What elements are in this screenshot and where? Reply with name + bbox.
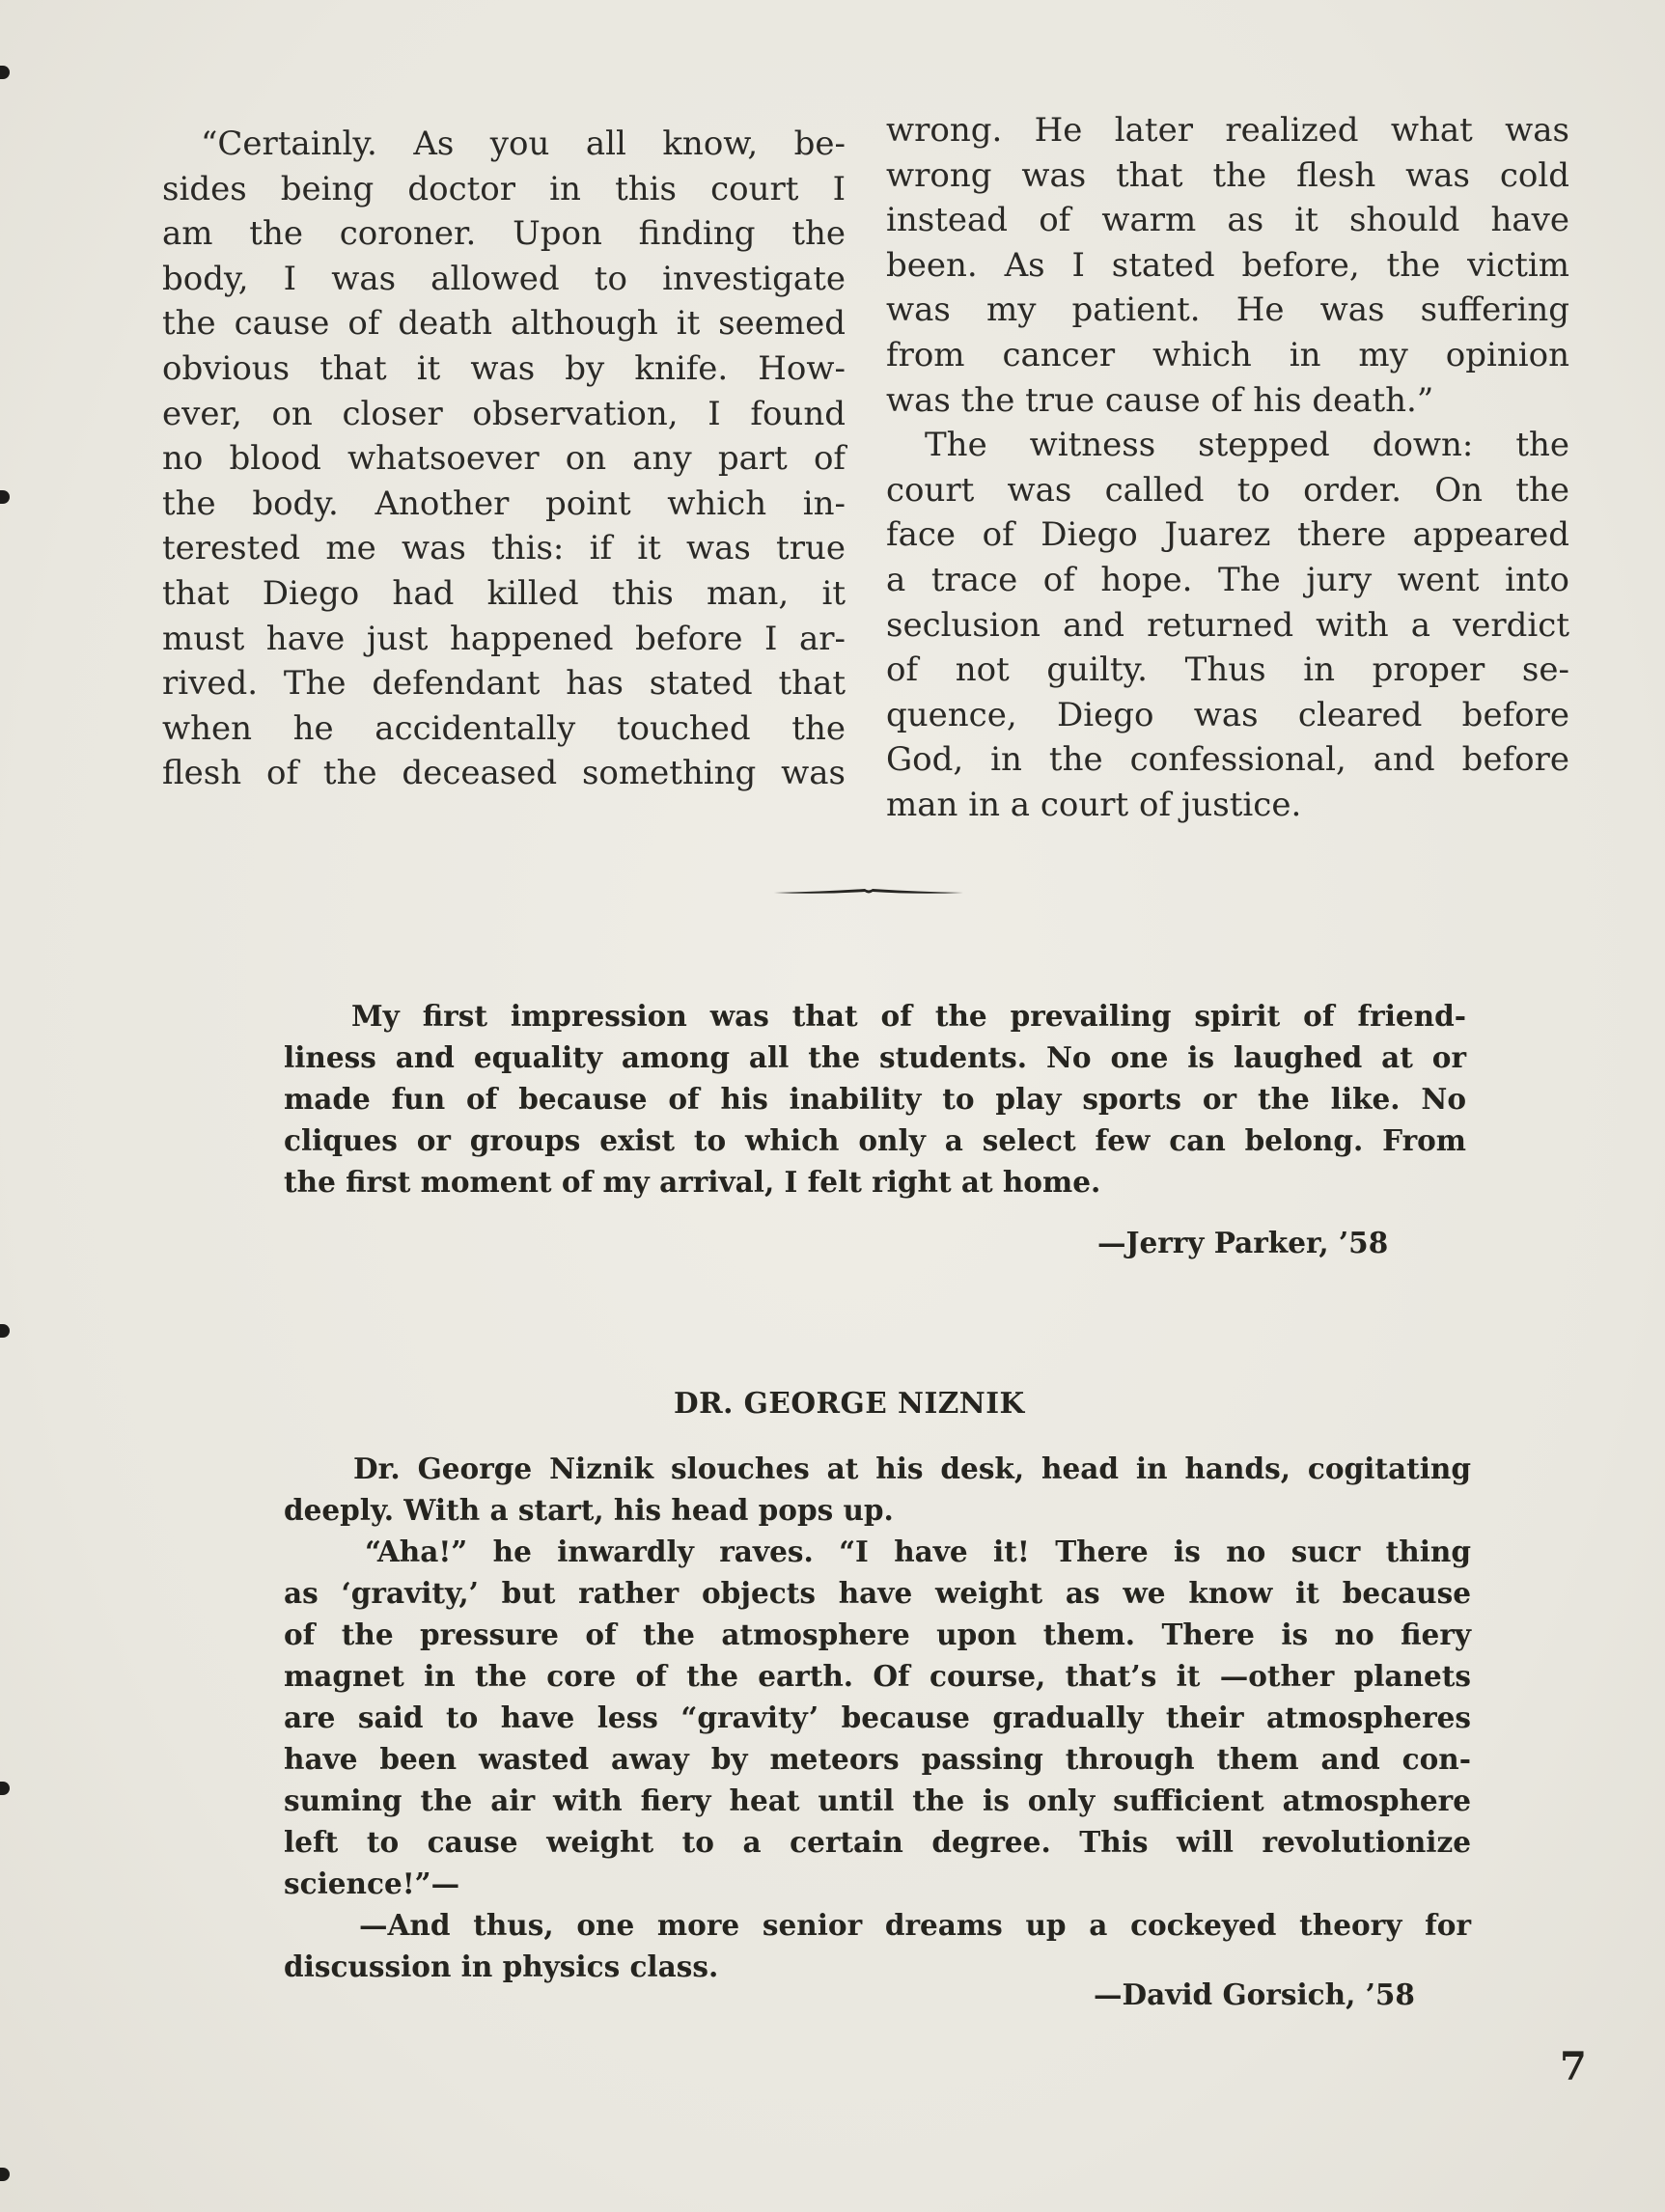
story-line: face of Diego Juarez there appeared bbox=[886, 515, 1569, 555]
essay-line: liness and equality among all the students. No one is laughed at or bbox=[284, 1040, 1466, 1074]
binder-hole-mark bbox=[0, 1782, 10, 1795]
story-line: ever, on closer observation, I found bbox=[162, 394, 846, 433]
story-right-column bbox=[886, 108, 1569, 828]
story-line: sides being doctor in this court I bbox=[162, 169, 846, 208]
story-line: wrong was that the flesh was cold bbox=[886, 155, 1569, 195]
essay-line: left to cause weight to a certain degree. This will revolutionize bbox=[284, 1825, 1471, 1859]
essay-line: as ‘gravity,’ but rather objects have weight as we know it because bbox=[284, 1576, 1471, 1610]
essay-line: are said to have less “gravity’ because gradually their atmospheres bbox=[284, 1700, 1471, 1734]
story-line: The witness stepped down: the bbox=[925, 426, 1569, 465]
story-line: court was called to order. On the bbox=[886, 470, 1569, 510]
story-line: when he accidentally touched the bbox=[162, 708, 846, 748]
story-line: a trace of hope. The jury went into bbox=[886, 560, 1569, 599]
story-line: terested me was this: if it was true bbox=[162, 529, 846, 568]
story-line: quence, Diego was cleared before bbox=[886, 695, 1569, 734]
page-number: 7 bbox=[1560, 2044, 1587, 2089]
essay-line: science!”— bbox=[284, 1866, 460, 1900]
story-line: God, in the confessional, and before bbox=[886, 740, 1569, 780]
essay-line: of the pressure of the atmosphere upon them. There is no fiery bbox=[284, 1618, 1471, 1651]
essay-signature: —Jerry Parker, ’58 bbox=[1097, 1226, 1389, 1259]
binder-hole-mark bbox=[0, 2168, 10, 2181]
story-line: flesh of the deceased something was bbox=[162, 754, 846, 793]
essay-line: “Aha!” he inwardly raves. “I have it! There is no sucr thing bbox=[365, 1535, 1471, 1568]
story-line: “Certainly. As you all know, be- bbox=[201, 124, 846, 163]
essay-line: the first moment of my arrival, I felt right at home. bbox=[284, 1165, 1101, 1199]
essay-niznik bbox=[284, 1448, 1471, 1987]
story-line: from cancer which in my opinion bbox=[886, 335, 1569, 374]
essay-line: My first impression was that of the prevailing spirit of friend- bbox=[351, 999, 1466, 1033]
binder-hole-mark bbox=[0, 66, 10, 79]
essay-first-impression bbox=[284, 995, 1466, 1203]
essay-line: deeply. With a start, his head pops up. bbox=[284, 1493, 894, 1527]
essay-line: suming the air with fiery heat until the is only sufficient atmosphere bbox=[284, 1783, 1471, 1817]
essay-title: DR. GEORGE NIZNIK bbox=[674, 1386, 1025, 1420]
story-line: the cause of death although it seemed bbox=[162, 304, 846, 344]
essay-line: discussion in physics class. bbox=[284, 1949, 719, 1983]
story-line: instead of warm as it should have bbox=[886, 201, 1569, 240]
story-line: man in a court of justice. bbox=[886, 785, 1302, 824]
story-line: was my patient. He was suffering bbox=[886, 290, 1569, 330]
essay-line: magnet in the core of the earth. Of course, that’s it —other planets bbox=[284, 1659, 1471, 1693]
story-line: am the coroner. Upon finding the bbox=[162, 214, 846, 254]
story-line: of not guilty. Thus in proper se- bbox=[886, 650, 1569, 690]
story-line: that Diego had killed this man, it bbox=[162, 573, 846, 613]
essay-line: made fun of because of his inability to play sports or the like. No bbox=[284, 1082, 1466, 1116]
binder-hole-mark bbox=[0, 490, 10, 504]
story-line: obvious that it was by knife. How- bbox=[162, 348, 846, 388]
story-line: no blood whatsoever on any part of bbox=[162, 439, 846, 479]
story-line: was the true cause of his death.” bbox=[886, 380, 1434, 420]
binder-hole-mark bbox=[0, 1324, 10, 1338]
story-line: the body. Another point which in- bbox=[162, 484, 846, 523]
story-left-column bbox=[162, 122, 846, 796]
essay-signature: —David Gorsich, ’58 bbox=[1094, 1977, 1415, 2011]
story-line: wrong. He later realized what was bbox=[886, 111, 1569, 150]
ornamental-divider bbox=[772, 883, 965, 899]
story-line: body, I was allowed to investigate bbox=[162, 259, 846, 298]
essay-line: have been wasted away by meteors passing through them and con- bbox=[284, 1742, 1471, 1776]
story-line: rived. The defendant has stated that bbox=[162, 664, 846, 704]
essay-line: cliques or groups exist to which only a select few can belong. From bbox=[284, 1123, 1466, 1157]
story-line: seclusion and returned with a verdict bbox=[886, 605, 1569, 645]
story-line: must have just happened before I ar- bbox=[162, 619, 846, 658]
essay-line: —And thus, one more senior dreams up a cockeyed theory for bbox=[359, 1908, 1471, 1942]
essay-line: Dr. George Niznik slouches at his desk, head in hands, cogitating bbox=[353, 1452, 1471, 1485]
story-line: been. As I stated before, the victim bbox=[886, 245, 1569, 285]
